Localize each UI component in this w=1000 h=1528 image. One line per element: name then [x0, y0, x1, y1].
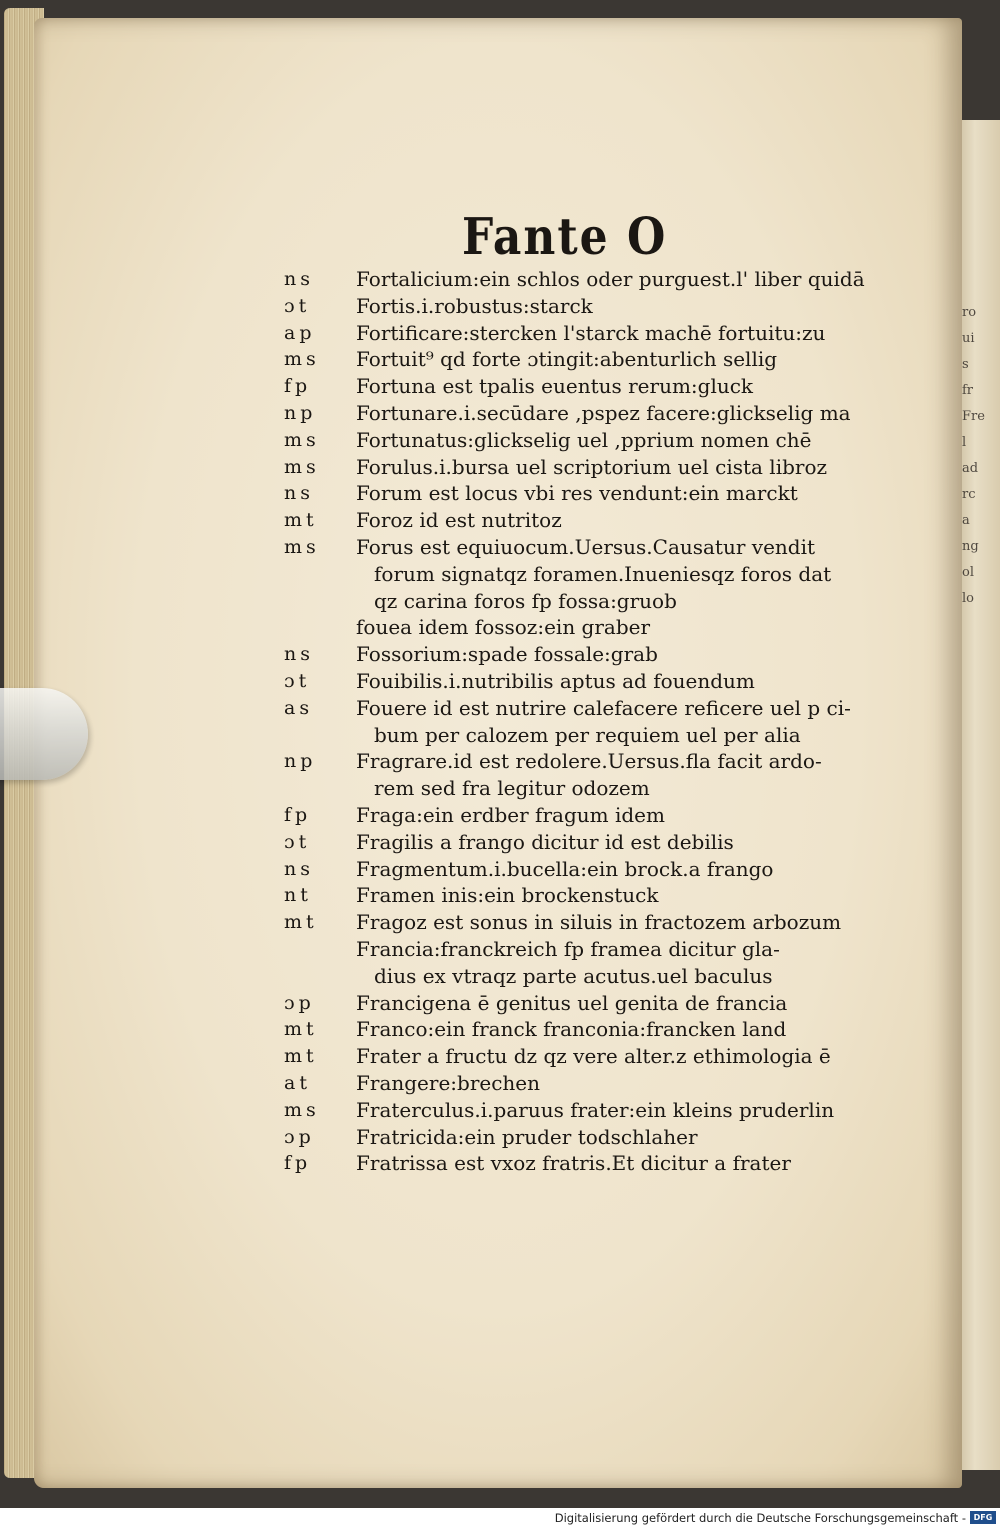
margin-code: fp [284, 803, 312, 826]
entry-line [284, 561, 884, 588]
page-heading: Fante O [462, 208, 668, 267]
entry-text: Fortuna est tpalis euentus rerum:gluck [356, 374, 754, 399]
page-clip [0, 688, 88, 780]
entry-line [284, 909, 884, 936]
entry-text: Foroz id est nutritoz [356, 508, 562, 533]
margin-code: ns [284, 482, 314, 505]
entry-line [284, 320, 884, 347]
entry-text: Francigena ē genitus uel genita de francia [356, 990, 788, 1015]
entry-line [284, 936, 884, 963]
entry-line [284, 293, 884, 320]
entry-line [284, 427, 884, 454]
margin-code: mt [284, 1045, 318, 1068]
next-page-fragment: a [962, 513, 970, 528]
entry-text: rem sed fra legitur odozem [374, 776, 650, 801]
entry-line [284, 668, 884, 695]
footer-bar [0, 1508, 1000, 1528]
margin-code: fp [284, 375, 312, 398]
entry-line [284, 882, 884, 909]
entry-line [284, 1150, 884, 1177]
entry-line [284, 266, 884, 293]
entry-line [284, 346, 884, 373]
entry-line [284, 802, 884, 829]
margin-code: np [284, 750, 317, 773]
entry-line [284, 534, 884, 561]
margin-code: ɔp [284, 1125, 315, 1148]
entry-line [284, 614, 884, 641]
margin-code: ns [284, 857, 314, 880]
entry-line [284, 400, 884, 427]
entry-text: Framen inis:ein brockenstuck [356, 883, 659, 908]
entry-text: Fortis.i.robustus:starck [356, 293, 593, 318]
entry-text: Fragilis a frango dicitur id est debilis [356, 829, 734, 854]
margin-code: mt [284, 1018, 318, 1041]
entry-line [284, 695, 884, 722]
margin-code: ɔp [284, 991, 315, 1014]
entry-line [284, 1043, 884, 1070]
entry-line [284, 963, 884, 990]
entry-text: Forus est equiuocum.Uersus.Causatur vendit [356, 534, 816, 559]
entry-text: Fragoz est sonus in siluis in fractozem arbozum [356, 910, 842, 935]
entry-text: Fortalicium:ein schlos oder purguest.l' liber quidā [356, 267, 865, 291]
entry-line [284, 775, 884, 802]
margin-code: at [284, 1071, 311, 1094]
next-page-fragment: ro [962, 305, 977, 320]
entry-text: qz carina foros fp fossa:gruob [374, 588, 677, 613]
margin-code: ms [284, 455, 320, 478]
margin-code: ns [284, 268, 314, 290]
entry-text: forum signatqz foramen.Inueniesqz foros dat [374, 561, 832, 586]
dfg-logo-icon: DFG [970, 1511, 996, 1524]
next-page-fragment: ol [962, 565, 974, 580]
entry-text: Frangere:brechen [356, 1070, 541, 1095]
entry-line [284, 480, 884, 507]
entry-text: Franco:ein franck franconia:francken land [356, 1017, 787, 1042]
entry-line [284, 641, 884, 668]
entry-text: Fossorium:spade fossale:grab [356, 642, 658, 667]
entry-text: Fortuit⁹ qd forte ɔtingit:abenturlich sellig [356, 347, 778, 372]
entry-line [284, 1097, 884, 1124]
entry-text: Fortunatus:glickselig uel ,pprium nomen chē [356, 427, 812, 452]
margin-code: ɔt [284, 669, 311, 692]
entry-text: Fortunare.i.secūdare ,pspez facere:glickselig ma [356, 400, 851, 425]
entry-text: Fratrissa est vxoz fratris.Et dicitur a frater [356, 1151, 791, 1176]
next-page-fragments [962, 300, 998, 612]
entry-line [284, 748, 884, 775]
entry-text: Frater a fructu dz qz vere alter.z ethimologia ē [356, 1044, 831, 1069]
next-page-fragment: l [962, 435, 967, 450]
entry-text: Fraga:ein erdber fragum idem [356, 802, 665, 827]
entry-text: dius ex vtraqz parte acutus.uel baculus [374, 963, 773, 988]
entry-text: Forulus.i.bursa uel scriptorium uel cista libroz [356, 454, 828, 479]
next-page-fragment: ui [962, 331, 975, 346]
footer-credit: Digitalisierung gefördert durch die Deutsche Forschungsgemeinschaft - [554, 1511, 966, 1525]
entry-line [284, 1070, 884, 1097]
entry-text: Fouere id est nutrire calefacere reficere uel p ci- [356, 695, 851, 720]
next-page-fragment: ng [962, 539, 979, 554]
entry-text: fouea idem fossoz:ein graber [356, 615, 651, 640]
next-page-fragment: rc [962, 487, 976, 502]
entry-text: Francia:franckreich fp framea dicitur gla- [356, 936, 780, 961]
margin-code: fp [284, 1152, 312, 1175]
entry-text: Forum est locus vbi res vendunt:ein marckt [356, 481, 798, 506]
entry-line [284, 829, 884, 856]
entry-text: Fouibilis.i.nutribilis aptus ad fouendum [356, 668, 755, 693]
entry-text: Fraterculus.i.paruus frater:ein kleins pruderlin [356, 1097, 835, 1122]
margin-code: ɔt [284, 830, 311, 853]
entry-line [284, 722, 884, 749]
next-page-fragment: s [962, 357, 969, 372]
margin-code: mt [284, 509, 318, 532]
margin-code: np [284, 401, 317, 424]
margin-code: mt [284, 911, 318, 934]
next-page-fragment: lo [962, 591, 974, 606]
entry-text: Fragmentum.i.bucella:ein brock.a frango [356, 856, 774, 881]
margin-code: ap [284, 321, 316, 344]
entry-text: bum per calozem per requiem uel per alia [374, 722, 801, 747]
margin-code: ms [284, 535, 320, 558]
margin-code: ms [284, 348, 320, 371]
entry-line [284, 856, 884, 883]
entry-text: Fortificare:stercken l'starck machē fortuitu:zu [356, 320, 826, 345]
entry-line [284, 990, 884, 1017]
next-page-fragment: ad [962, 461, 979, 476]
margin-code: ms [284, 428, 320, 451]
next-page-fragment: fr [962, 383, 974, 398]
entry-line [284, 588, 884, 615]
margin-code: nt [284, 884, 312, 907]
entry-line [284, 507, 884, 534]
margin-code: as [284, 696, 314, 719]
entry-list [284, 266, 884, 1177]
next-page-fragment: Fre [962, 409, 985, 424]
margin-code: ms [284, 1098, 320, 1121]
margin-code: ɔt [284, 294, 311, 317]
entry-text: Fratricida:ein pruder todschlaher [356, 1124, 698, 1149]
entry-line [284, 373, 884, 400]
entry-line [284, 454, 884, 481]
entry-text: Fragrare.id est redolere.Uersus.fla facit ardo- [356, 749, 822, 774]
margin-code: ns [284, 643, 314, 666]
entry-line [284, 1124, 884, 1151]
entry-line [284, 1016, 884, 1043]
